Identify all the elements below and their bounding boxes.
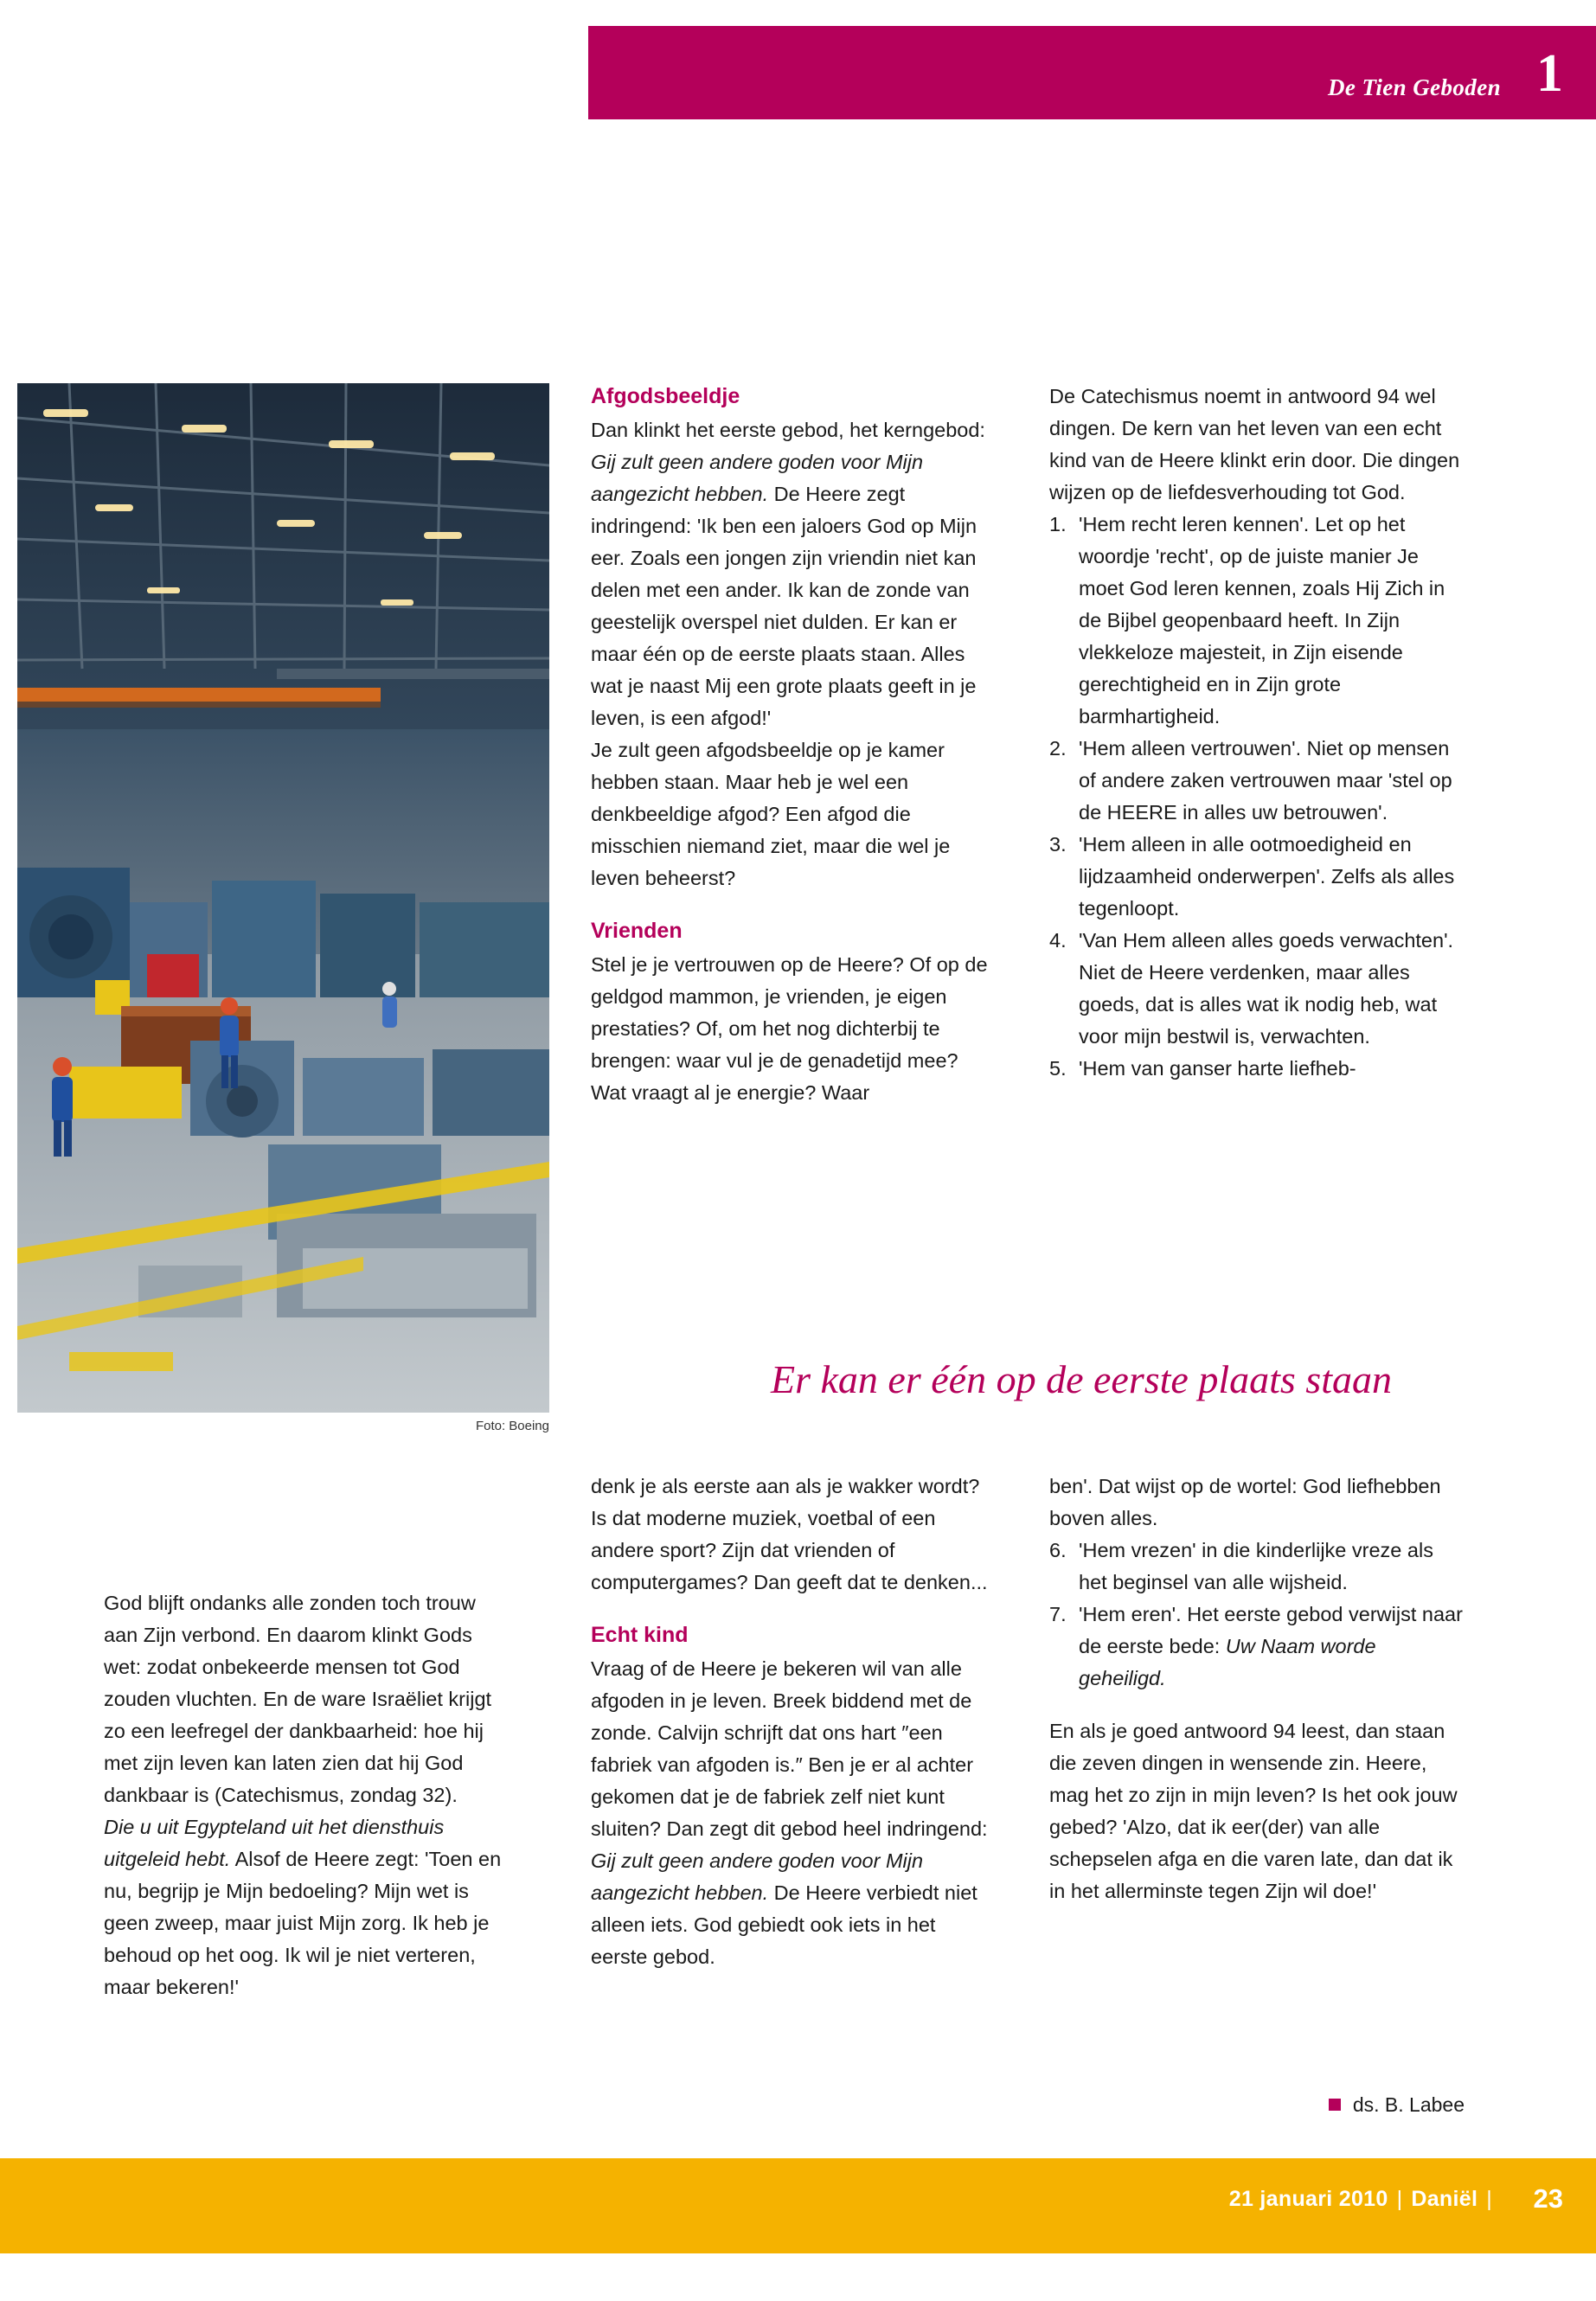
paragraph-egypteland xyxy=(104,1811,510,2003)
paragraph-afgodsbeeldje-1 xyxy=(591,414,997,734)
heading-vrienden: Vrienden xyxy=(591,919,683,943)
list-seven-things-part2 xyxy=(1049,1535,1465,1695)
list-item xyxy=(1049,829,1465,925)
heading-echt-kind: Echt kind xyxy=(591,1623,689,1647)
text-run: De Heere verbiedt niet alleen iets. God gebiedt ook iets in het eerste gebod. xyxy=(591,1881,977,1968)
footer-page-number: 23 xyxy=(1533,2183,1563,2214)
text-run-italic: Gij zult geen andere goden voor Mijn aangezicht hebben. xyxy=(591,1849,924,1904)
list-item xyxy=(1049,925,1465,1053)
list-text: ʹVan Hem alleen alles goeds verwachtenʹ. Niet de Heere verdenken, maar alles goeds, dat is alles wat ik nodig heb, wat voor mijn bestwil is, verwachten. xyxy=(1079,929,1454,1048)
column-right-bottom xyxy=(1049,1471,1465,1907)
list-number: 1. xyxy=(1049,513,1067,535)
column-middle-bottom xyxy=(591,1471,997,1973)
text-run: Dan klinkt het eerste gebod, het kerngebod: xyxy=(591,419,985,441)
paragraph-ben-wortel: benʹ. Dat wijst op de wortel: God liefhebben boven alles. xyxy=(1049,1475,1441,1529)
paragraph-denk-je: denk je als eerste aan als je wakker wordt? Is dat moderne muziek, voetbal of een andere sport? Zijn dat vrienden of computergames? Dan geeft dat te denken... xyxy=(591,1475,988,1593)
text-run-italic: Die u uit Egypteland uit het diensthuis uitgeleid hebt. xyxy=(104,1816,445,1870)
list-number: 2. xyxy=(1049,737,1067,760)
header-chapter-number: 1 xyxy=(1536,44,1563,103)
list-number: 6. xyxy=(1049,1539,1067,1561)
list-item xyxy=(1049,1599,1465,1695)
footer-info xyxy=(1229,2187,1501,2212)
list-text-italic: Uw Naam worde geheiligd. xyxy=(1079,1635,1376,1689)
list-number: 3. xyxy=(1049,833,1067,856)
column-middle-top xyxy=(591,381,997,1109)
list-item xyxy=(1049,1053,1465,1085)
column-right-top xyxy=(1049,381,1465,1085)
header-section-title: De Tien Geboden xyxy=(1328,74,1501,100)
footer-date: 21 januari 2010 xyxy=(1228,2187,1388,2211)
paragraph-vrienden-1: Stel je je vertrouwen op de Heere? Of op de geldgod mammon, je vrienden, je eigen prestaties? Of, om het nog dichterbij te brengen: waar vul je de genadetijd mee? Wat vraagt al je energie? Waar xyxy=(591,953,988,1104)
paragraph-catechismus: De Catechismus noemt in antwoord 94 wel dingen. De kern van het leven van een echt kind van de Heere klinkt erin door. Die dingen wijzen op de liefdesverhouding tot God. xyxy=(1049,385,1460,503)
column-left-bottom xyxy=(104,1587,510,2003)
paragraph-verbond: God blijft ondanks alle zonden toch trouw aan Zijn verbond. En daarom klinkt Gods wet: zodat onbekeerde mensen tot God zouden vluchten. En de ware Israëliet krijgt zo een leefregel der dankbaarheid: hoe hij met zijn leven kan laten zien dat hij God dankbaar is (Catechismus, zondag 32). xyxy=(104,1592,492,1806)
text-run: Vraag of de Heere je bekeren wil van alle afgoden in je leven. Breek biddend met de zonde. Calvijn schrijft dat ons hart ″een fabriek van afgoden is.″ Ben je er al achter gekomen dat je de fabriek zelf niet kunt sluiten? Dan zegt dit gebod heel indringend: xyxy=(591,1657,988,1840)
paragraph-antwoord-94: En als je goed antwoord 94 leest, dan staan die zeven dingen in wensende zin. Heere, mag het zo zijn in mijn leven? Is het ook jouw gebed? ʹAlzo, dat ik eer(der) van alle schepselen afga en die varen late, dan dat ik in het allerminste tegen Zijn wil doe!ʹ xyxy=(1049,1720,1458,1902)
factory-photo xyxy=(17,383,549,1413)
heading-afgodsbeeldje: Afgodsbeeldje xyxy=(591,384,740,408)
text-run: De Heere zegt indringend: ʹIk ben een jaloers God op Mijn eer. Zoals een jongen zijn vriendin niet kan delen met een ander. Ik kan de zonde van geestelijk overspel niet dulden. Er kan er maar één op de eerste plaats staan. Alles wat je naast Mij een grote plaats geeft in je leven, is een afgod!ʹ xyxy=(591,483,977,729)
list-number: 4. xyxy=(1049,929,1067,952)
text-run-italic: Gij zult geen andere goden voor Mijn aangezicht hebben. xyxy=(591,451,924,505)
list-item xyxy=(1049,509,1465,733)
list-text: ʹHem alleen vertrouwenʹ. Niet op mensen of andere zaken vertrouwen maar ʹstel op de HEERE in alles uw betrouwenʹ. xyxy=(1079,737,1452,824)
list-text: ʹHem van ganser harte liefheb- xyxy=(1079,1057,1356,1080)
list-item xyxy=(1049,1535,1465,1599)
text-run: Alsof de Heere zegt: ʹToen en nu, begrijp je Mijn bedoeling? Mijn wet is geen zweep, maar juist Mijn zorg. Ik heb je behoud op het oog. Ik wil je niet verteren, maar bekeren!ʹ xyxy=(104,1848,502,1998)
list-seven-things-part1 xyxy=(1049,509,1465,1085)
author-name: ds. B. Labee xyxy=(1352,2093,1465,2116)
paragraph-afgodsbeeldje-2: Je zult geen afgodsbeeldje op je kamer hebben staan. Maar heb je wel een denkbeeldige afgod? Een afgod die misschien niemand ziet, maar die wel je leven beheerst? xyxy=(591,739,951,889)
header-band xyxy=(588,26,1596,119)
square-bullet-icon xyxy=(1329,2099,1341,2111)
list-number: 5. xyxy=(1049,1057,1067,1080)
list-number: 7. xyxy=(1049,1603,1067,1625)
list-text: ʹHem vrezenʹ in die kinderlijke vreze als het beginsel van alle wijsheid. xyxy=(1079,1539,1433,1593)
footer-separator: | xyxy=(1486,2187,1492,2211)
list-item xyxy=(1049,733,1465,829)
paragraph-echt-kind xyxy=(591,1653,997,1973)
article-author xyxy=(1049,2093,1465,2117)
list-text: ʹHem recht leren kennenʹ. Let op het woordje ʹrechtʹ, op de juiste manier Je moet God leren kennen, zoals Hij Zich in de Bijbel geopenbaard heeft. In Zijn vlekkeloze majesteit, in Zijn eisende gerechtigheid en in Zijn grote barmhartigheid. xyxy=(1079,513,1445,727)
footer-separator: | xyxy=(1396,2187,1403,2211)
pull-quote: Er kan er één op de eerste plaats staan xyxy=(771,1357,1392,1401)
list-text: ʹHem alleen in alle ootmoedigheid en lijdzaamheid onderwerpenʹ. Zelfs als alles tegenloopt. xyxy=(1079,833,1455,920)
footer-magazine: Daniël xyxy=(1411,2187,1478,2211)
list-text: ʹHem erenʹ. Het eerste gebod verwijst naar de eerste bede: xyxy=(1079,1603,1463,1657)
photo-credit: Foto: Boeing xyxy=(475,1419,549,1433)
